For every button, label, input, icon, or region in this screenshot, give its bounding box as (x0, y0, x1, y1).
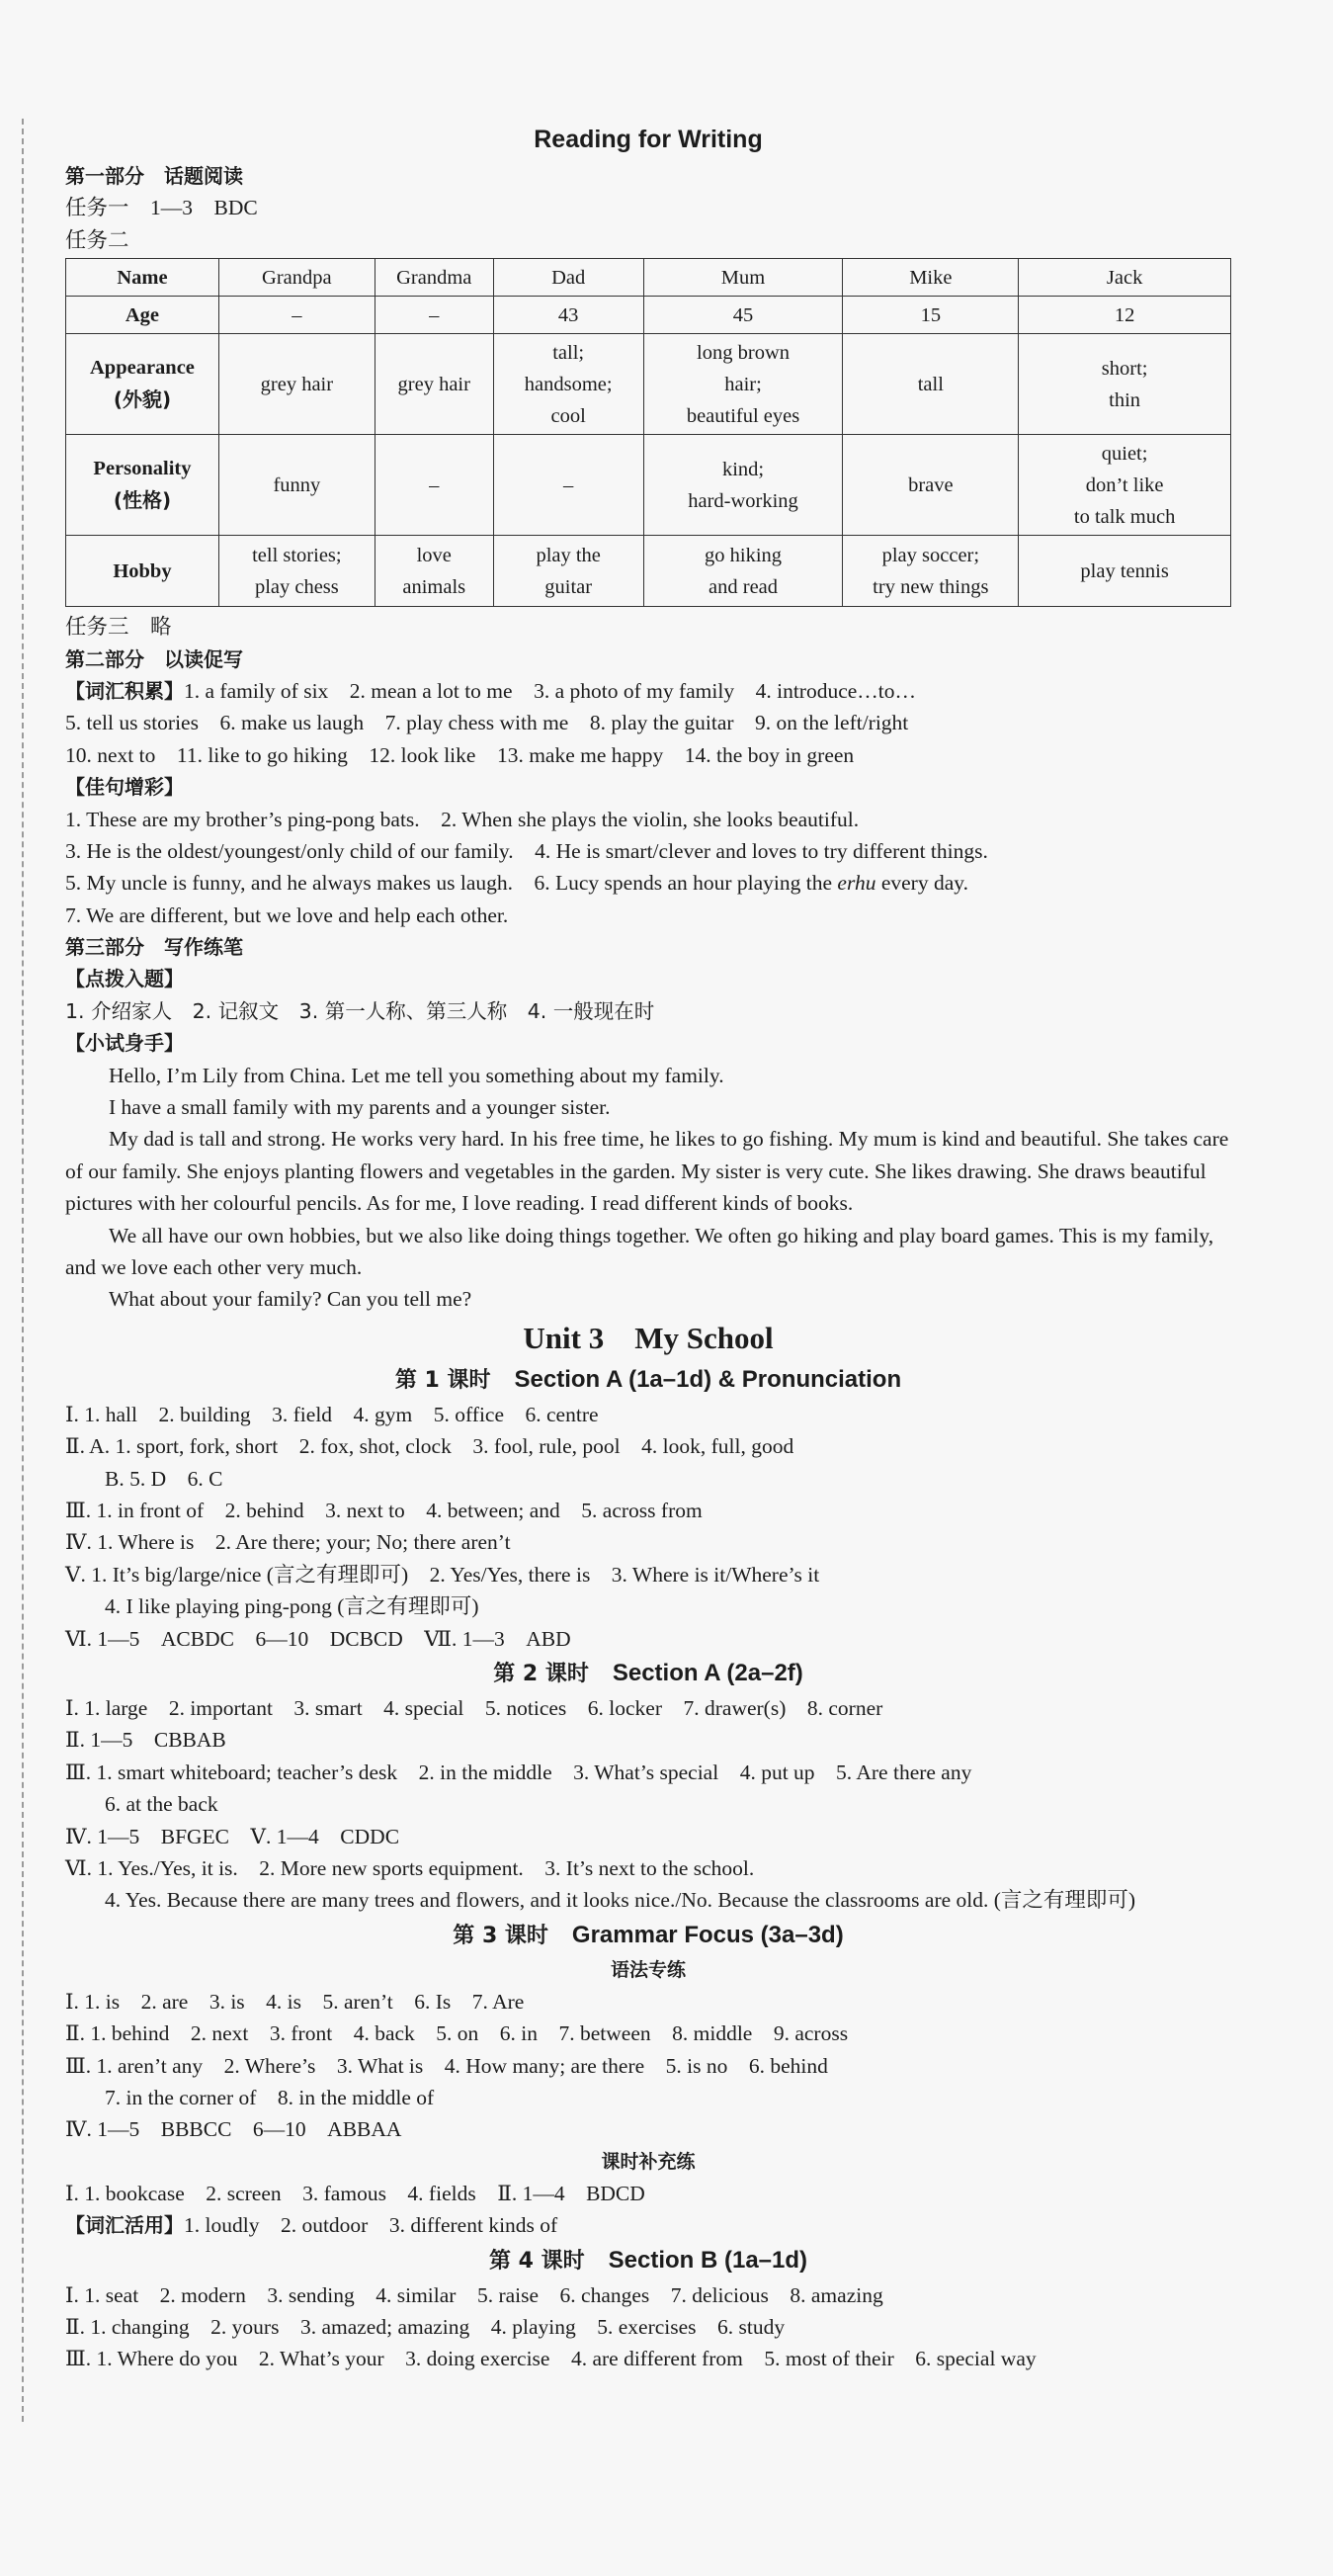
answer-line: Ⅰ. 1. seat 2. modern 3. sending 4. similar 5. raise 6. changes 7. delicious 8. amazing (65, 2282, 883, 2307)
table-cell: 45 (643, 297, 843, 334)
table-cell: – (218, 297, 375, 334)
task2: 任务二 (65, 227, 129, 252)
lesson-1-title: 第 1 课时 Section A (1a–1d) & Pronunciation (394, 1365, 902, 1393)
table-header-row (66, 259, 1231, 297)
table-header-cell: Mike (843, 259, 1019, 297)
table-row-personality (66, 435, 1231, 536)
table-cell: tell stories; play chess (218, 536, 375, 607)
answer-line: Ⅵ. 1—5 ACBDC 6—10 DCBCD Ⅶ. 1—3 ABD (65, 1626, 571, 1651)
row-label: Age (66, 297, 219, 334)
part2-title: 第二部分 以读促写 (65, 646, 243, 671)
answer-line: Ⅰ. 1. bookcase 2. screen 3. famous 4. fields Ⅱ. 1—4 BDCD (65, 2181, 645, 2205)
table-cell: – (375, 297, 493, 334)
answer-line: Ⅲ. 1. in front of 2. behind 3. next to 4. between; and 5. across from (65, 1499, 703, 1523)
answer-line: Ⅲ. 1. Where do you 2. What’s your 3. doing exercise 4. are different from 5. most of their 6. special way (65, 2347, 1037, 2371)
vocab-line: 10. next to 11. like to go hiking 12. look like 13. make me happy 14. the boy in green (65, 742, 855, 767)
table-cell: funny (218, 435, 375, 536)
row-label: Appearance (外貌) (66, 334, 219, 435)
essay-paragraph: We all have our own hobbies, but we also like doing things together. We often go hiking and play board games. This is my family, and we love each other very much. (65, 1223, 1214, 1280)
grammar-practice-subhead: 语法专练 (610, 1958, 686, 1981)
table-header-cell: Grandma (375, 259, 493, 297)
part1-title: 第一部分 话题阅读 (65, 164, 243, 188)
try-label: 【小试身手】 (65, 1031, 184, 1056)
supplement-practice-subhead: 课时补充练 (601, 2150, 696, 2173)
answer-line: 7. in the corner of 8. in the middle of (105, 2085, 435, 2109)
part3-title: 第三部分 写作练笔 (65, 935, 243, 960)
family-table (65, 258, 1231, 607)
tips-label: 【点拨入题】 (65, 967, 184, 991)
table-header-cell: Dad (493, 259, 643, 297)
table-header-cell: Grandpa (218, 259, 375, 297)
lesson-3-title: 第 3 课时 Grammar Focus (3a–3d) (453, 1921, 844, 1948)
tips-line: 1. 介绍家人 2. 记叙文 3. 第一人称、第三人称 4. 一般现在时 (65, 998, 655, 1023)
unit-title: Unit 3 My School (523, 1320, 774, 1355)
table-cell: – (493, 435, 643, 536)
answer-line: B. 5. D 6. C (105, 1466, 223, 1491)
answer-line: Ⅵ. 1. Yes./Yes, it is. 2. More new sports equipment. 3. It’s next to the school. (65, 1855, 755, 1880)
sentence-line: 5. My uncle is funny, and he always makes us laugh. 6. Lucy spends an hour playing the erhu every day. (65, 871, 968, 896)
answer-line: Ⅰ. 1. is 2. are 3. is 4. is 5. aren’t 6. Is 7. Are (65, 1989, 525, 2014)
answer-line: Ⅳ. 1—5 BFGEC Ⅴ. 1—4 CDDC (65, 1824, 400, 1848)
table-cell: short; thin (1019, 334, 1231, 435)
binding-dashed-line (22, 119, 24, 2422)
answer-page (65, 119, 1231, 2375)
table-cell: love animals (375, 536, 493, 607)
sentence-line: 3. He is the oldest/youngest/only child of our family. 4. He is smart/clever and loves to try different things. (65, 838, 988, 863)
vocab-line: 5. tell us stories 6. make us laugh 7. play chess with me 8. play the guitar 9. on the left/right (65, 711, 909, 735)
table-cell: long brown hair; beautiful eyes (643, 334, 843, 435)
answer-line: Ⅱ. 1. behind 2. next 3. front 4. back 5. on 6. in 7. between 8. middle 9. across (65, 2021, 849, 2046)
table-cell: kind; hard-working (643, 435, 843, 536)
row-label: Personality (性格) (66, 435, 219, 536)
essay-paragraph: What about your family? Can you tell me? (109, 1287, 472, 1312)
table-cell: play the guitar (493, 536, 643, 607)
answer-line: 6. at the back (105, 1792, 218, 1817)
table-cell: – (375, 435, 493, 536)
lesson-2-title: 第 2 课时 Section A (2a–2f) (493, 1660, 803, 1687)
lesson-4-title: 第 4 课时 Section B (1a–1d) (488, 2246, 808, 2274)
task3: 任务三 略 (65, 615, 172, 640)
table-cell: go hiking and read (643, 536, 843, 607)
table-cell: 15 (843, 297, 1019, 334)
good-sentences-label: 【佳句增彩】 (65, 775, 184, 800)
answer-line: 4. I like playing ping-pong (言之有理即可) (105, 1594, 479, 1619)
answer-line: Ⅱ. A. 1. sport, fork, short 2. fox, shot, clock 3. fool, rule, pool 4. look, full, good (65, 1434, 794, 1459)
table-cell: play soccer; try new things (843, 536, 1019, 607)
essay-paragraph: I have a small family with my parents and a younger sister. (109, 1095, 611, 1120)
table-row-hobby (66, 536, 1231, 607)
table-cell: play tennis (1019, 536, 1231, 607)
table-cell: 12 (1019, 297, 1231, 334)
table-cell: 43 (493, 297, 643, 334)
essay-paragraph: My dad is tall and strong. He works very hard. In his free time, he likes to go fishing. My mum is kind and beautiful. She takes care of our family. She enjoys planting flowers and vegetables in the garden. My sister is very cute. She likes drawing. She draws beautiful pictures with her colourful pencils. As for me, I love reading. I read different kinds of books. (65, 1127, 1229, 1216)
table-cell: tall; handsome; cool (493, 334, 643, 435)
answer-line: Ⅰ. 1. large 2. important 3. smart 4. special 5. notices 6. locker 7. drawer(s) 8. corner (65, 1696, 883, 1721)
table-header-cell: Jack (1019, 259, 1231, 297)
table-row-age (66, 297, 1231, 334)
answer-line: Ⅱ. 1—5 CBBAB (65, 1728, 226, 1753)
sentence-line: 7. We are different, but we love and help each other. (65, 902, 509, 927)
answer-line: Ⅱ. 1. changing 2. yours 3. amazed; amazing 4. playing 5. exercises 6. study (65, 2314, 786, 2339)
essay-paragraph: Hello, I’m Lily from China. Let me tell you something about my family. (109, 1063, 724, 1087)
answer-line: 【词汇活用】1. loudly 2. outdoor 3. different kinds of (65, 2213, 558, 2238)
answer-line: Ⅴ. 1. It’s big/large/nice (言之有理即可) 2. Yes/Yes, there is 3. Where is it/Where’s it (65, 1562, 820, 1587)
answer-line: 4. Yes. Because there are many trees and flowers, and it looks nice./No. Because the classrooms are old. (言之有理即可) (105, 1888, 1136, 1913)
task1: 任务一 1—3 BDC (65, 196, 258, 220)
table-cell: brave (843, 435, 1019, 536)
table-cell: tall (843, 334, 1019, 435)
reading-for-writing-heading: Reading for Writing (534, 126, 763, 153)
table-cell: grey hair (218, 334, 375, 435)
answer-line: Ⅳ. 1. Where is 2. Are there; your; No; there aren’t (65, 1530, 511, 1555)
answer-line: Ⅳ. 1—5 BBBCC 6—10 ABBAA (65, 2117, 402, 2142)
sentence-line: 1. These are my brother’s ping-pong bats. 2. When she plays the violin, she looks beautiful. (65, 807, 860, 831)
table-cell: grey hair (375, 334, 493, 435)
answer-line: Ⅲ. 1. smart whiteboard; teacher’s desk 2. in the middle 3. What’s special 4. put up 5. Are there any (65, 1760, 972, 1784)
vocab-line: 【词汇积累】1. a family of six 2. mean a lot to me 3. a photo of my family 4. introduce…to… (65, 678, 917, 703)
table-row-appearance (66, 334, 1231, 435)
answer-line: Ⅰ. 1. hall 2. building 3. field 4. gym 5. office 6. centre (65, 1402, 599, 1426)
answer-line: Ⅲ. 1. aren’t any 2. Where’s 3. What is 4. How many; are there 5. is no 6. behind (65, 2053, 828, 2078)
table-cell: quiet; don’t like to talk much (1019, 435, 1231, 536)
row-label: Hobby (66, 536, 219, 607)
table-header-cell: Mum (643, 259, 843, 297)
table-header-cell: Name (66, 259, 219, 297)
